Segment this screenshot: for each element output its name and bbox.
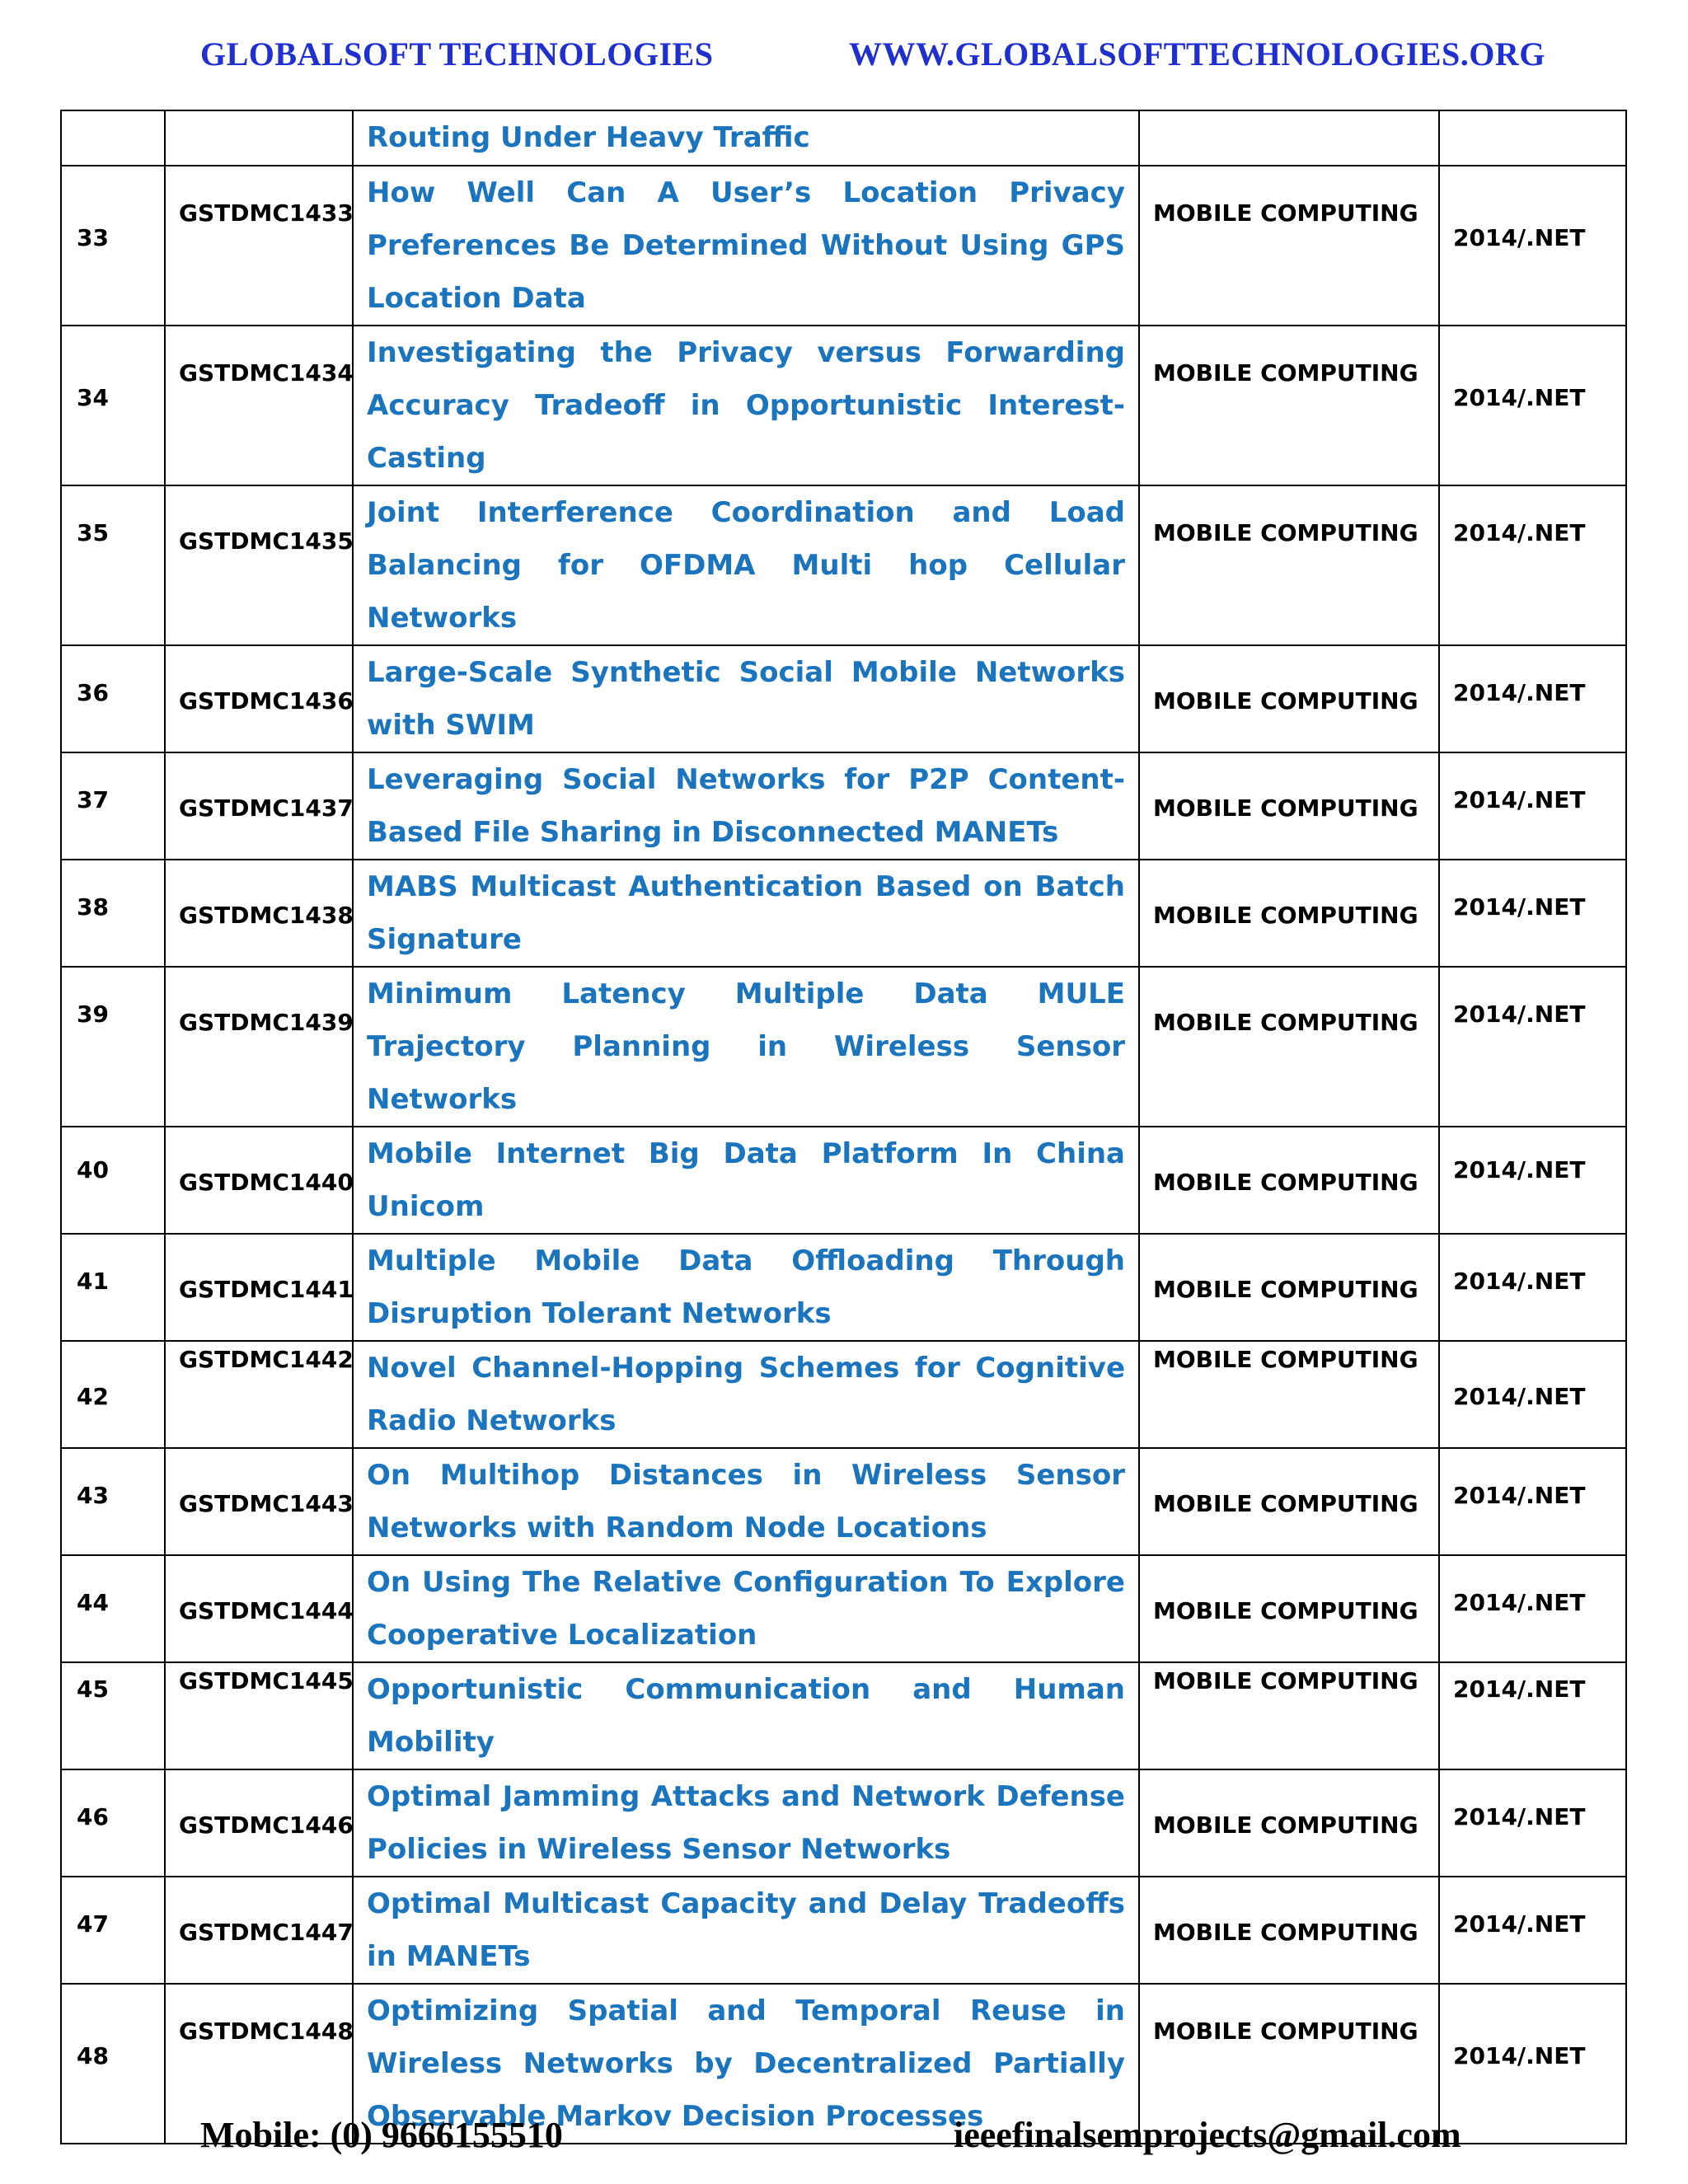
project-code: GSTDMC1439 [179, 1009, 354, 1036]
project-year: 2014/.NET [1453, 224, 1586, 251]
serial-number: 39 [77, 1001, 109, 1028]
serial-number: 43 [77, 1482, 109, 1509]
project-year: 2014/.NET [1453, 786, 1586, 813]
project-code-cell [165, 860, 353, 967]
serial-number-cell [61, 860, 165, 967]
project-category: MOBILE COMPUTING [1153, 1169, 1418, 1196]
project-code: GSTDMC1443 [179, 1490, 354, 1517]
serial-number-cell [61, 1341, 165, 1448]
project-code-cell [165, 1127, 353, 1234]
project-code-cell [165, 1662, 353, 1769]
project-title: Optimal Multicast Capacity and Delay Tradeoffs in MANETs [367, 1887, 1125, 1973]
table-row [61, 860, 1626, 967]
project-year: 2014/.NET [1453, 679, 1586, 706]
project-code-cell [165, 326, 353, 485]
project-code-cell [165, 1877, 353, 1984]
company-website: WWW.GLOBALSOFTTECHNOLOGIES.ORG [849, 35, 1545, 73]
project-category: MOBILE COMPUTING [1153, 1667, 1418, 1694]
project-table [60, 110, 1627, 2144]
project-code: GSTDMC1434 [179, 359, 354, 387]
serial-number-cell [61, 166, 165, 326]
project-year-cell [1439, 1555, 1626, 1662]
project-year-cell [1439, 860, 1626, 967]
project-year-cell [1439, 166, 1626, 326]
project-category-cell [1139, 967, 1439, 1127]
project-year-cell [1439, 645, 1626, 752]
project-code: GSTDMC1448 [179, 2018, 354, 2045]
project-code-cell [165, 645, 353, 752]
project-category-cell [1139, 1769, 1439, 1877]
project-category-cell [1139, 485, 1439, 645]
project-code-cell [165, 110, 353, 166]
project-year-cell [1439, 110, 1626, 166]
project-category: MOBILE COMPUTING [1153, 199, 1418, 227]
serial-number-cell [61, 1448, 165, 1555]
project-category: MOBILE COMPUTING [1153, 1490, 1418, 1517]
serial-number: 35 [77, 519, 109, 546]
project-code: GSTDMC1446 [179, 1811, 354, 1839]
table-row [61, 1448, 1626, 1555]
project-category: MOBILE COMPUTING [1153, 1346, 1418, 1373]
project-title: How Well Can A User’s Location Privacy Preferences Be Determined Without Using GPS Location Data [367, 176, 1125, 315]
project-category: MOBILE COMPUTING [1153, 2018, 1418, 2045]
table-row [61, 326, 1626, 485]
project-year: 2014/.NET [1453, 1675, 1586, 1703]
project-category-cell [1139, 166, 1439, 326]
project-year: 2014/.NET [1453, 1910, 1586, 1938]
project-category-cell [1139, 1662, 1439, 1769]
project-category-cell [1139, 1127, 1439, 1234]
serial-number: 45 [77, 1675, 109, 1703]
project-code: GSTDMC1441 [179, 1276, 354, 1303]
serial-number: 46 [77, 1803, 109, 1830]
project-year: 2014/.NET [1453, 519, 1586, 546]
project-title: Mobile Internet Big Data Platform In China Unicom [367, 1137, 1125, 1223]
project-title-cell [353, 1877, 1139, 1984]
project-title-cell [353, 110, 1139, 166]
project-title-cell [353, 1555, 1139, 1662]
serial-number-cell [61, 1984, 165, 2144]
project-code: GSTDMC1447 [179, 1919, 354, 1946]
project-code: GSTDMC1440 [179, 1169, 354, 1196]
serial-number-cell [61, 1769, 165, 1877]
serial-number-cell [61, 1127, 165, 1234]
project-year-cell [1439, 1984, 1626, 2144]
project-category-cell [1139, 1341, 1439, 1448]
project-title: Opportunistic Communication and Human Mobility [367, 1673, 1125, 1759]
table-row [61, 1127, 1626, 1234]
serial-number-cell [61, 752, 165, 860]
project-title-cell [353, 752, 1139, 860]
project-category: MOBILE COMPUTING [1153, 687, 1418, 715]
footer-email: ieeefinalsemprojects@gmail.com [954, 2115, 1461, 2155]
project-year: 2014/.NET [1453, 893, 1586, 921]
table-row [61, 485, 1626, 645]
serial-number-cell [61, 645, 165, 752]
project-year-cell [1439, 1769, 1626, 1877]
table-row [61, 110, 1626, 166]
table-row [61, 645, 1626, 752]
project-code: GSTDMC1442 [179, 1346, 354, 1373]
project-title-cell [353, 1448, 1139, 1555]
project-year: 2014/.NET [1453, 1156, 1586, 1183]
project-category: MOBILE COMPUTING [1153, 1597, 1418, 1624]
project-code-cell [165, 752, 353, 860]
project-year-cell [1439, 1127, 1626, 1234]
project-title-cell [353, 1769, 1139, 1877]
project-title-cell [353, 326, 1139, 485]
project-year: 2014/.NET [1453, 1268, 1586, 1295]
project-code-cell [165, 1448, 353, 1555]
project-category-cell [1139, 110, 1439, 166]
table-row [61, 967, 1626, 1127]
project-year: 2014/.NET [1453, 384, 1586, 411]
serial-number-cell [61, 1877, 165, 1984]
company-name: GLOBALSOFT TECHNOLOGIES [200, 35, 714, 73]
project-category-cell [1139, 1877, 1439, 1984]
project-title: Routing Under Heavy Traffic [367, 121, 810, 154]
project-year: 2014/.NET [1453, 1589, 1586, 1616]
project-title: On Using The Relative Configuration To Explore Cooperative Localization [367, 1566, 1125, 1652]
project-code: GSTDMC1435 [179, 527, 354, 555]
table-row [61, 1341, 1626, 1448]
serial-number-cell [61, 967, 165, 1127]
project-title-cell [353, 1234, 1139, 1341]
project-year-cell [1439, 1448, 1626, 1555]
project-title: Large-Scale Synthetic Social Mobile Networks with SWIM [367, 656, 1125, 742]
project-year: 2014/.NET [1453, 1482, 1586, 1509]
project-title: Minimum Latency Multiple Data MULE Trajectory Planning in Wireless Sensor Networks [367, 977, 1125, 1116]
table-row [61, 752, 1626, 860]
serial-number: 34 [77, 384, 109, 411]
project-year-cell [1439, 1341, 1626, 1448]
footer-mobile: Mobile: (0) 9666155510 [200, 2115, 563, 2155]
project-title: MABS Multicast Authentication Based on Batch Signature [367, 870, 1125, 956]
project-year: 2014/.NET [1453, 1383, 1586, 1410]
project-year-cell [1439, 326, 1626, 485]
project-category-cell [1139, 1448, 1439, 1555]
project-title-cell [353, 1341, 1139, 1448]
serial-number: 40 [77, 1156, 109, 1183]
page-header [0, 35, 1688, 84]
serial-number: 41 [77, 1268, 109, 1295]
table-row [61, 166, 1626, 326]
project-code-cell [165, 166, 353, 326]
project-category-cell [1139, 1555, 1439, 1662]
serial-number: 44 [77, 1589, 109, 1616]
project-category: MOBILE COMPUTING [1153, 1811, 1418, 1839]
project-category: MOBILE COMPUTING [1153, 1919, 1418, 1946]
project-category-cell [1139, 752, 1439, 860]
project-title: Novel Channel-Hopping Schemes for Cognitive Radio Networks [367, 1352, 1125, 1437]
project-title-cell [353, 166, 1139, 326]
project-category-cell [1139, 1234, 1439, 1341]
serial-number: 33 [77, 224, 109, 251]
project-title-cell [353, 645, 1139, 752]
table-row [61, 1662, 1626, 1769]
project-category: MOBILE COMPUTING [1153, 902, 1418, 929]
serial-number: 36 [77, 679, 109, 706]
project-year-cell [1439, 485, 1626, 645]
project-year: 2014/.NET [1453, 1001, 1586, 1028]
project-category-cell [1139, 645, 1439, 752]
serial-number-cell [61, 1234, 165, 1341]
serial-number-cell [61, 1555, 165, 1662]
project-year-cell [1439, 967, 1626, 1127]
project-code: GSTDMC1438 [179, 902, 354, 929]
project-category: MOBILE COMPUTING [1153, 794, 1418, 822]
project-code-cell [165, 967, 353, 1127]
project-title: On Multihop Distances in Wireless Sensor Networks with Random Node Locations [367, 1459, 1125, 1544]
project-category: MOBILE COMPUTING [1153, 359, 1418, 387]
project-category: MOBILE COMPUTING [1153, 1009, 1418, 1036]
serial-number-cell [61, 326, 165, 485]
project-year-cell [1439, 1234, 1626, 1341]
project-year-cell [1439, 1877, 1626, 1984]
project-code: GSTDMC1437 [179, 794, 354, 822]
serial-number-cell [61, 110, 165, 166]
project-year: 2014/.NET [1453, 2042, 1586, 2069]
project-category: MOBILE COMPUTING [1153, 1276, 1418, 1303]
project-title: Optimal Jamming Attacks and Network Defense Policies in Wireless Sensor Networks [367, 1780, 1125, 1866]
project-title: Investigating the Privacy versus Forwarding Accuracy Tradeoff in Opportunistic Interest-Casting [367, 336, 1125, 475]
serial-number: 48 [77, 2042, 109, 2069]
project-title-cell [353, 860, 1139, 967]
project-category: MOBILE COMPUTING [1153, 519, 1418, 546]
serial-number: 47 [77, 1910, 109, 1938]
table-row [61, 1234, 1626, 1341]
project-title: Multiple Mobile Data Offloading Through Disruption Tolerant Networks [367, 1244, 1125, 1330]
serial-number: 37 [77, 786, 109, 813]
project-title-cell [353, 485, 1139, 645]
serial-number: 42 [77, 1383, 109, 1410]
project-category-cell [1139, 860, 1439, 967]
project-code-cell [165, 1234, 353, 1341]
serial-number-cell [61, 1662, 165, 1769]
table-row [61, 1877, 1626, 1984]
project-category-cell [1139, 326, 1439, 485]
project-code: GSTDMC1436 [179, 687, 354, 715]
project-title: Optimizing Spatial and Temporal Reuse in Wireless Networks by Decentralized Partially Observable Markov Decision Processes [367, 1994, 1125, 2133]
project-year: 2014/.NET [1453, 1803, 1586, 1830]
project-title-cell [353, 1662, 1139, 1769]
project-year-cell [1439, 752, 1626, 860]
project-code-cell [165, 1341, 353, 1448]
project-title: Joint Interference Coordination and Load Balancing for OFDMA Multi hop Cellular Networks [367, 496, 1125, 635]
project-code: GSTDMC1433 [179, 199, 354, 227]
table-row [61, 1555, 1626, 1662]
serial-number-cell [61, 485, 165, 645]
project-title-cell [353, 967, 1139, 1127]
project-year-cell [1439, 1662, 1626, 1769]
project-code-cell [165, 1769, 353, 1877]
project-title: Leveraging Social Networks for P2P Content-Based File Sharing in Disconnected MANETs [367, 763, 1125, 849]
table-row [61, 1769, 1626, 1877]
project-code-cell [165, 1555, 353, 1662]
project-code-cell [165, 485, 353, 645]
project-code: GSTDMC1444 [179, 1597, 354, 1624]
project-title-cell [353, 1127, 1139, 1234]
project-code: GSTDMC1445 [179, 1667, 354, 1694]
serial-number: 38 [77, 893, 109, 921]
